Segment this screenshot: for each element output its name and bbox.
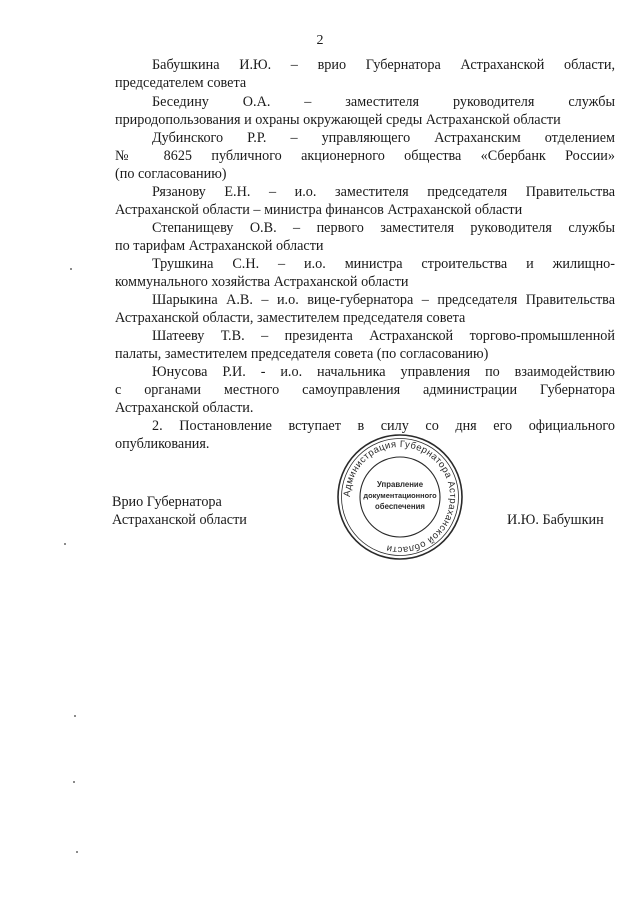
scan-speck <box>64 543 66 545</box>
list-item-line: Трушкина С.Н. – и.о. министра строительства и жилищно- <box>152 256 615 272</box>
list-item-line: Астраханской области, заместителем председателя совета <box>115 310 466 326</box>
list-item-line: коммунального хозяйства Астраханской области <box>115 274 409 290</box>
list-item-line: Бабушкина И.Ю. – врио Губернатора Астраханской области, <box>152 57 615 73</box>
list-item-line: Шарыкина А.В. – и.о. вице-губернатора – председателя Правительства <box>152 292 615 308</box>
list-item-line: палаты, заместителем председателя совета (по согласованию) <box>115 346 489 362</box>
list-item-line: Рязанову Е.Н. – и.о. заместителя председателя Правительства <box>152 184 615 200</box>
list-item-line: Юнусова Р.И. - и.о. начальника управления по взаимодействию <box>152 364 615 380</box>
list-item-line: Дубинского Р.Р. – управляющего Астраханским отделением <box>152 130 615 146</box>
list-item-line: (по согласованию) <box>115 166 227 182</box>
paragraph-line: опубликования. <box>115 436 210 452</box>
page-number: 2 <box>316 33 324 48</box>
signatory-name: И.Ю. Бабушкин <box>507 512 604 528</box>
scan-speck <box>76 851 78 853</box>
scan-speck <box>70 268 72 270</box>
list-item-line: председателем совета <box>115 75 247 91</box>
official-seal <box>335 432 465 562</box>
list-item-line: по тарифам Астраханской области <box>115 238 324 254</box>
scan-speck <box>74 715 76 717</box>
list-item-line: Астраханской области. <box>115 400 254 416</box>
seal-ring-text: Администрация Губернатора Астраханской области <box>341 438 459 556</box>
list-item-line: с органами местного самоуправления администрации Губернатора <box>115 382 615 398</box>
list-item-line: № 8625 публичного акционерного общества «Сбербанк России» <box>115 148 615 164</box>
seal-center-line: Управление <box>376 480 424 489</box>
list-item-line: Степанищеву О.В. – первого заместителя руководителя службы <box>152 220 615 236</box>
seal-center-line: обеспечения <box>375 502 425 511</box>
list-item-line: Астраханской области – министра финансов Астраханской области <box>115 202 523 218</box>
signature-title: Врио Губернатора <box>112 494 222 510</box>
scan-speck <box>73 781 75 783</box>
seal-center-line: документационного <box>363 491 437 500</box>
list-item-line: Шатееву Т.В. – президента Астраханской торгово-промышленной <box>152 328 615 344</box>
list-item-line: Беседину О.А. – заместителя руководителя службы <box>152 94 615 110</box>
paragraph-line: 2. Постановление вступает в силу со дня его официального <box>152 418 615 434</box>
list-item-line: природопользования и охраны окружающей среды Астраханской области <box>115 112 561 128</box>
signature-title-region: Астраханской области <box>112 512 247 528</box>
